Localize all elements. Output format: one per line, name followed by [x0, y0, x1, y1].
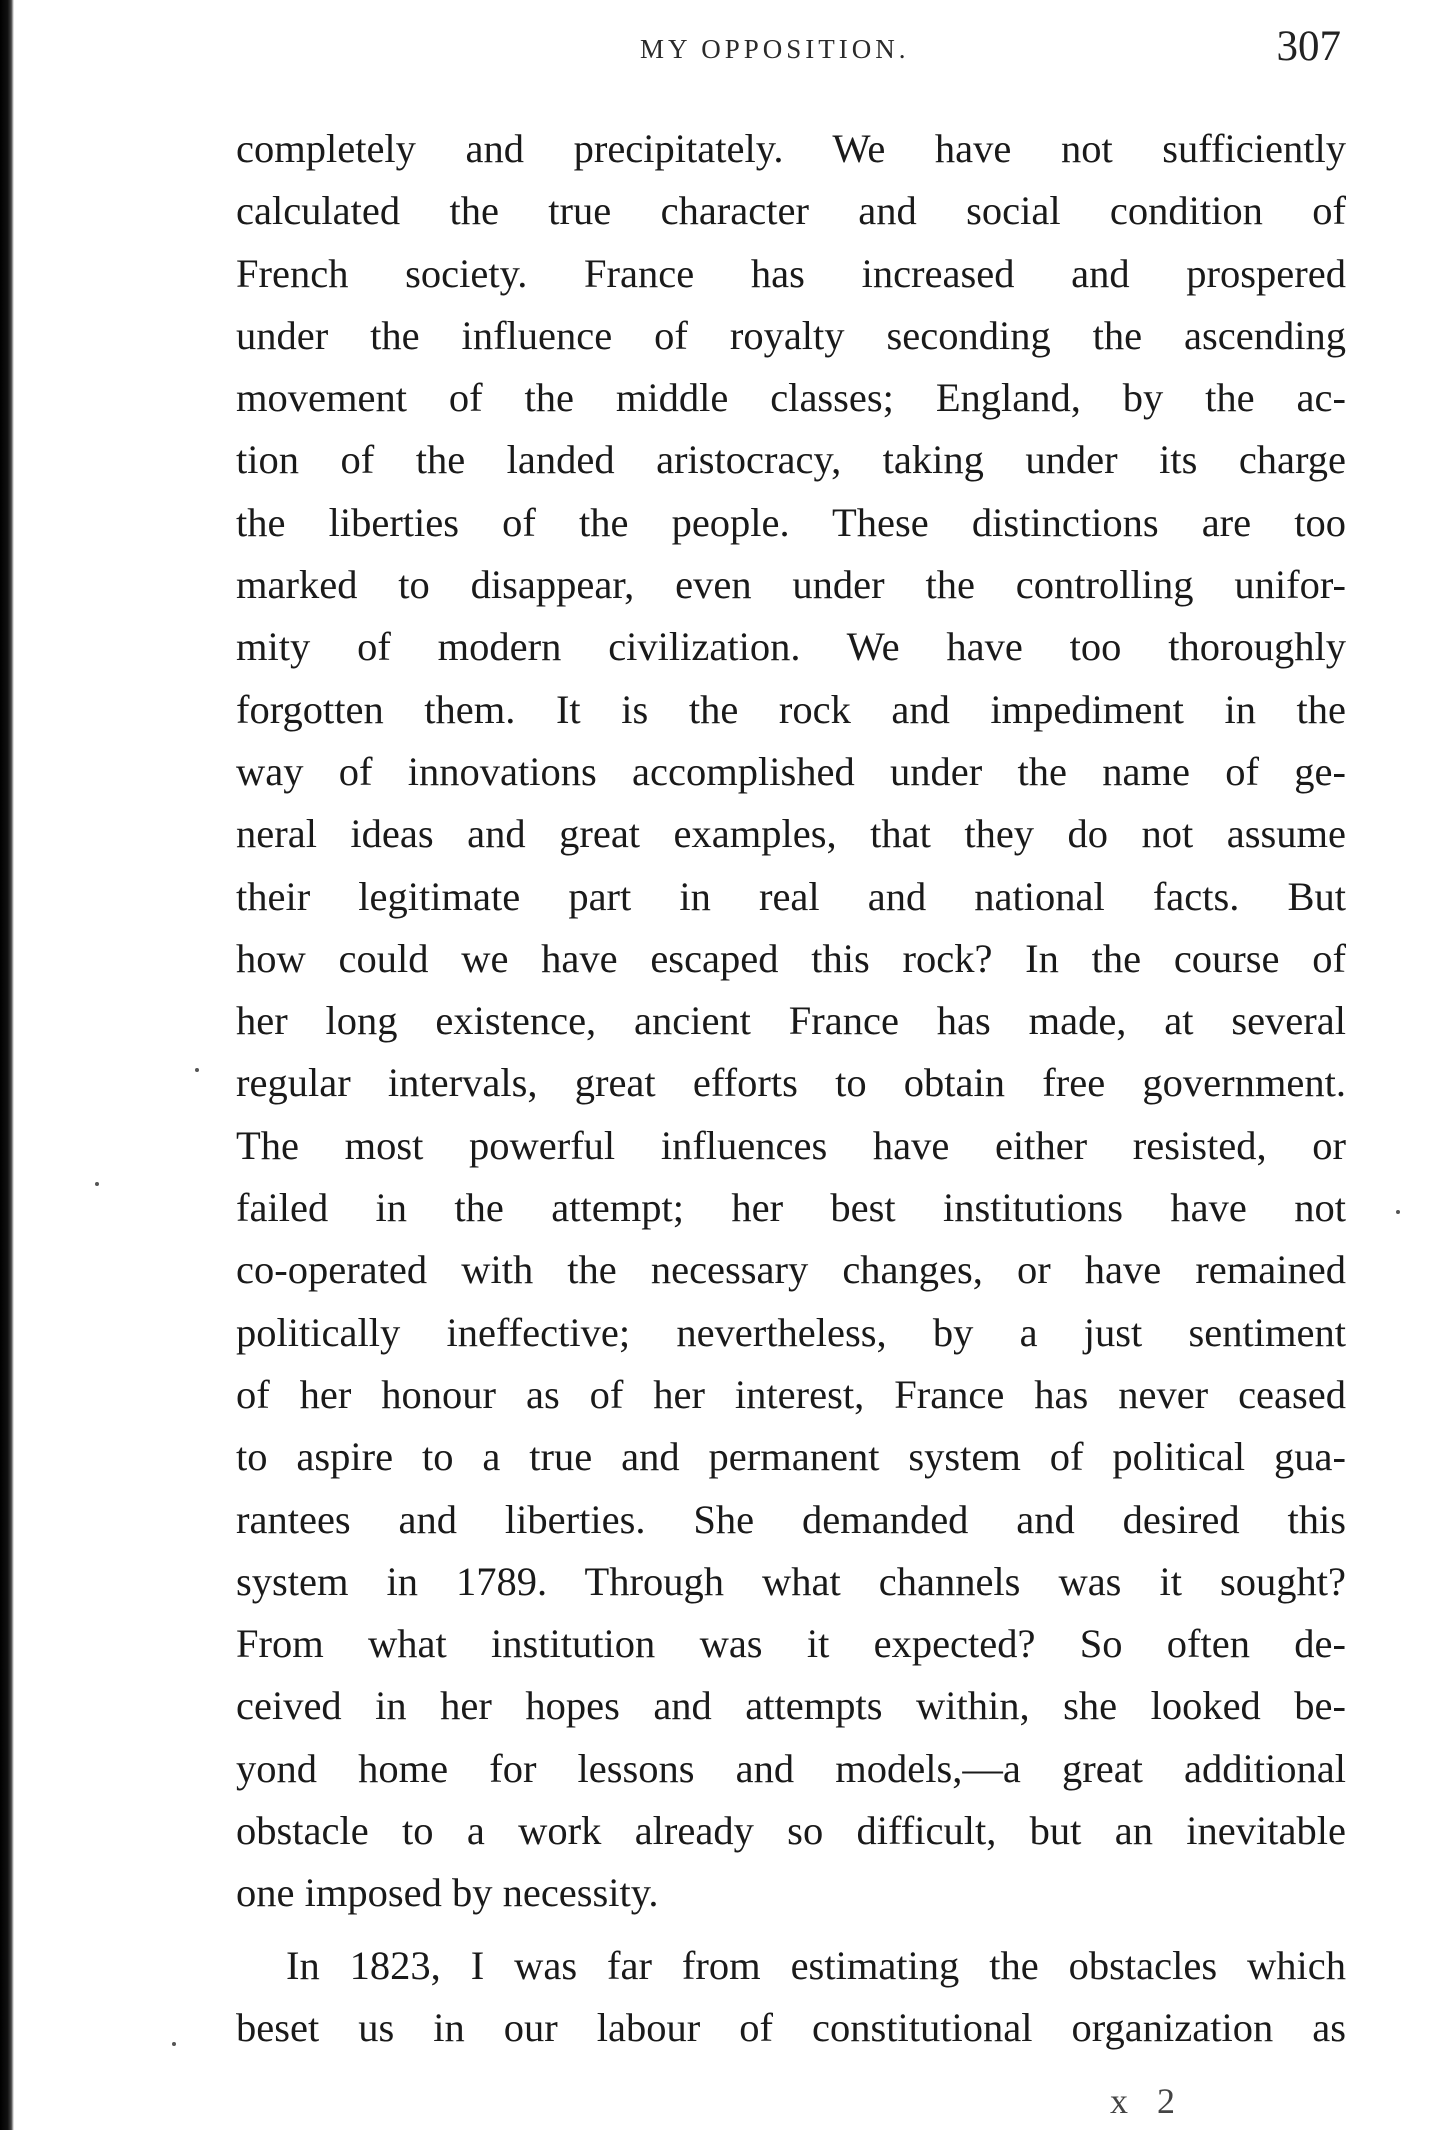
- text-line: to aspire to a true and permanent system of political gua-: [236, 1434, 1346, 1480]
- text-line: French society. France has increased and prospered: [236, 250, 1346, 296]
- text-line: failed in the attempt; her best institutions have not: [236, 1185, 1346, 1231]
- text-line: under the influence of royalty seconding the ascending: [236, 312, 1346, 358]
- page-number: 307: [1276, 23, 1341, 70]
- text-line: of her honour as of her interest, France has never ceased: [236, 1371, 1346, 1417]
- print-speck: [172, 2042, 176, 2046]
- text-line: their legitimate part in real and national facts. But: [236, 873, 1346, 919]
- text-line: yond home for lessons and models,—a great additional: [236, 1745, 1346, 1791]
- text-line: The most powerful influences have either resisted, or: [236, 1122, 1346, 1168]
- page-binding-edge: [0, 0, 14, 2130]
- text-line: how could we have escaped this rock? In the course of: [236, 935, 1346, 981]
- text-line: neral ideas and great examples, that they do not assume: [236, 811, 1346, 857]
- text-line: co-operated with the necessary changes, or have remained: [236, 1247, 1346, 1293]
- text-line: beset us in our labour of constitutional organization as: [236, 2004, 1346, 2050]
- running-head: MY OPPOSITION.: [640, 34, 910, 64]
- text-line: marked to disappear, even under the controlling unifor-: [236, 562, 1346, 608]
- signature-mark: x 2: [1110, 2081, 1185, 2121]
- text-line: politically ineffective; nevertheless, by a just sentiment: [236, 1309, 1346, 1355]
- text-line: mity of modern civilization. We have too thoroughly: [236, 624, 1346, 670]
- text-line: calculated the true character and social condition of: [236, 188, 1346, 234]
- text-line: forgotten them. It is the rock and impediment in the: [236, 686, 1346, 732]
- text-line: her long existence, ancient France has made, at several: [236, 998, 1346, 1044]
- text-line: the liberties of the people. These distinctions are too: [236, 499, 1346, 545]
- text-line: From what institution was it expected? So often de-: [236, 1621, 1346, 1667]
- text-line: rantees and liberties. She demanded and desired this: [236, 1496, 1346, 1542]
- text-line: completely and precipitately. We have not sufficiently: [236, 126, 1346, 171]
- text-line: tion of the landed aristocracy, taking under its charge: [236, 437, 1346, 483]
- text-line: one imposed by necessity.: [236, 1870, 659, 1916]
- text-line: regular intervals, great efforts to obtain free government.: [236, 1060, 1346, 1106]
- body-text: [236, 118, 1346, 2059]
- print-speck: [95, 1182, 99, 1186]
- text-line: In 1823, I was far from estimating the obstacles which: [286, 1942, 1346, 1988]
- text-line: ceived in her hopes and attempts within, she looked be-: [236, 1683, 1346, 1729]
- text-line: obstacle to a work already so difficult, but an inevitable: [236, 1808, 1346, 1854]
- print-speck: [195, 1068, 199, 1072]
- text-line: movement of the middle classes; England, by the ac-: [236, 375, 1346, 421]
- text-line: way of innovations accomplished under the name of ge-: [236, 748, 1346, 794]
- print-speck: [1396, 1210, 1400, 1214]
- text-line: system in 1789. Through what channels was it sought?: [236, 1558, 1346, 1604]
